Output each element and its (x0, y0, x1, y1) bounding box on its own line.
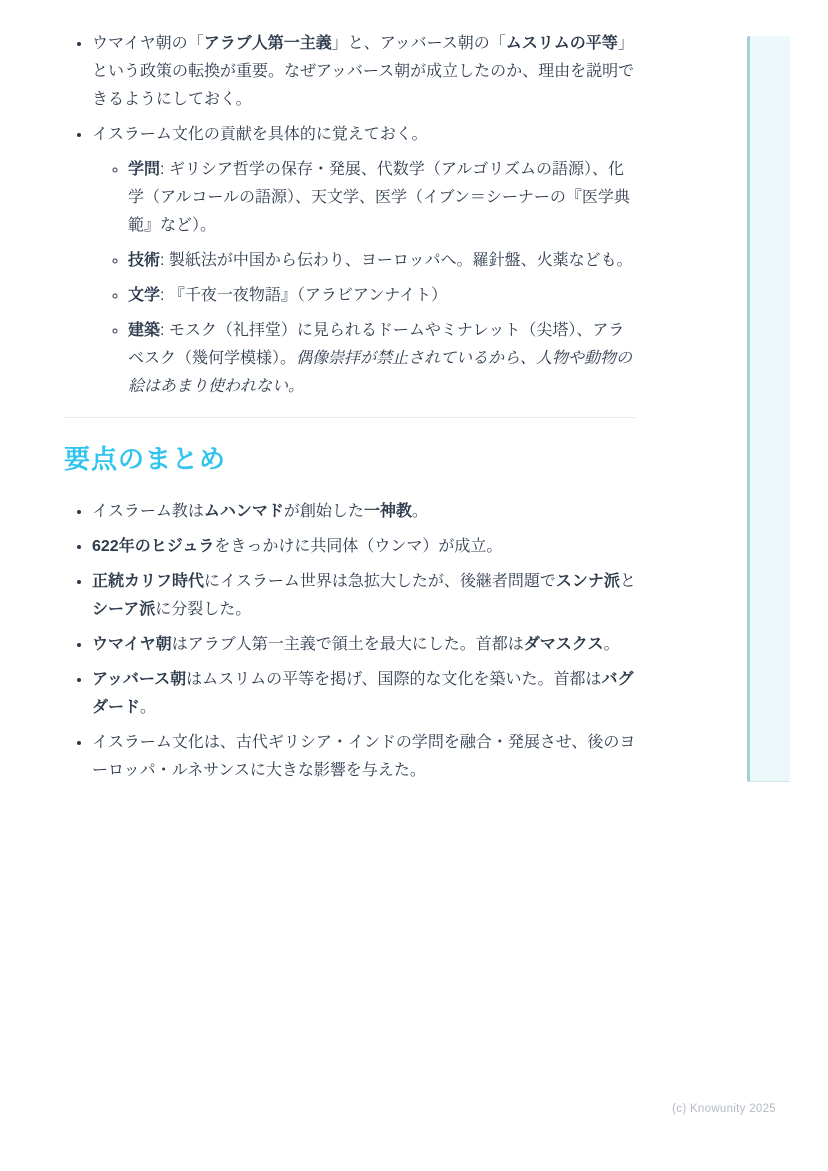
text-segment: : モスク（礼拝堂）に見られるドームやミナレット（尖塔）、アラベスク（幾何学模様）。 (128, 322, 625, 367)
text-segment: 技術 (128, 252, 161, 269)
summary-list (64, 498, 636, 785)
text-segment: はムスリムの平等を掲げ、国際的な文化を築いた。首都は (186, 671, 602, 688)
text-segment: ダマスクス (523, 636, 604, 653)
list-item (92, 631, 636, 659)
text-segment: : 製紙法が中国から伝わり、ヨーロッパへ。羅針盤、火薬なども。 (160, 252, 633, 269)
section-divider (64, 417, 636, 418)
text-segment: アラブ人第一主義 (203, 35, 332, 52)
list-item (92, 666, 636, 722)
text-segment: イスラーム文化は、古代ギリシア・インドの学問を融合・発展させ、後のヨーロッパ・ルネサンスに大きな影響を与えた。 (92, 734, 636, 779)
list-item (92, 729, 636, 785)
text-segment: 建築 (128, 322, 161, 339)
list-item (92, 121, 636, 401)
text-segment: 。 (603, 636, 620, 653)
text-segment: : 『千夜一夜物語』（アラビアンナイト） (160, 287, 448, 304)
text-segment: 。 (411, 503, 428, 520)
sub-list (92, 156, 636, 401)
text-segment: バグダード (92, 671, 634, 716)
text-segment: 。 (140, 699, 157, 716)
text-segment: 」という政策の転換が重要。なぜアッバース朝が成立したのか、理由を説明できるようにしておく。 (92, 35, 635, 108)
notes-content (64, 30, 636, 792)
list-item (92, 533, 636, 561)
text-segment: ムスリムの平等 (505, 35, 618, 52)
text-segment: はアラブ人第一主義で領土を最大にした。首都は (171, 636, 524, 653)
text-segment: ウマイヤ朝の「 (92, 35, 204, 52)
list-item (92, 30, 636, 114)
text-segment: にイスラーム世界は急拡大したが、後継者問題で (204, 573, 556, 590)
study-tips-list (64, 30, 636, 401)
text-segment: 文学 (128, 287, 161, 304)
text-segment: 学問 (128, 161, 161, 178)
text-segment: イスラーム教は (92, 503, 204, 520)
list-item (128, 247, 636, 275)
text-segment: 正統カリフ時代 (92, 573, 205, 590)
text-segment: に分裂した。 (155, 601, 252, 618)
text-segment: アッバース朝 (92, 671, 187, 688)
text-segment: をきっかけに共同体（ウンマ）が成立。 (214, 538, 503, 555)
side-accent-bar (747, 36, 790, 782)
list-item (128, 317, 636, 401)
list-item (92, 498, 636, 526)
text-segment: と (619, 573, 636, 590)
text-segment: スンナ派 (555, 573, 620, 590)
text-segment: シーア派 (92, 601, 156, 618)
text-segment: 一神教 (363, 503, 412, 520)
text-segment: 偶像崇拝が禁止されているから、人物や動物の絵はあまり使われない。 (128, 350, 633, 395)
text-segment: が創始した (283, 503, 364, 520)
text-segment: ムハンマド (203, 503, 284, 520)
summary-heading: 要点のまとめ (64, 444, 227, 474)
list-item (128, 282, 636, 310)
copyright-footer: (c) Knowunity 2025 (672, 1103, 776, 1115)
text-segment: イスラーム文化の貢献を具体的に覚えておく。 (92, 126, 428, 143)
text-segment: ウマイヤ朝 (92, 636, 172, 653)
text-segment: : ギリシア哲学の保存・発展、代数学（アルゴリズムの語源）、化学（アルコールの語源）、天文学、医学（イブン＝シーナーの『医学典範』など）。 (128, 161, 630, 234)
text-segment: 622年のヒジュラ (92, 538, 215, 555)
list-item (128, 156, 636, 240)
list-item (92, 568, 636, 624)
text-segment: 」と、アッバース朝の「 (331, 35, 506, 52)
